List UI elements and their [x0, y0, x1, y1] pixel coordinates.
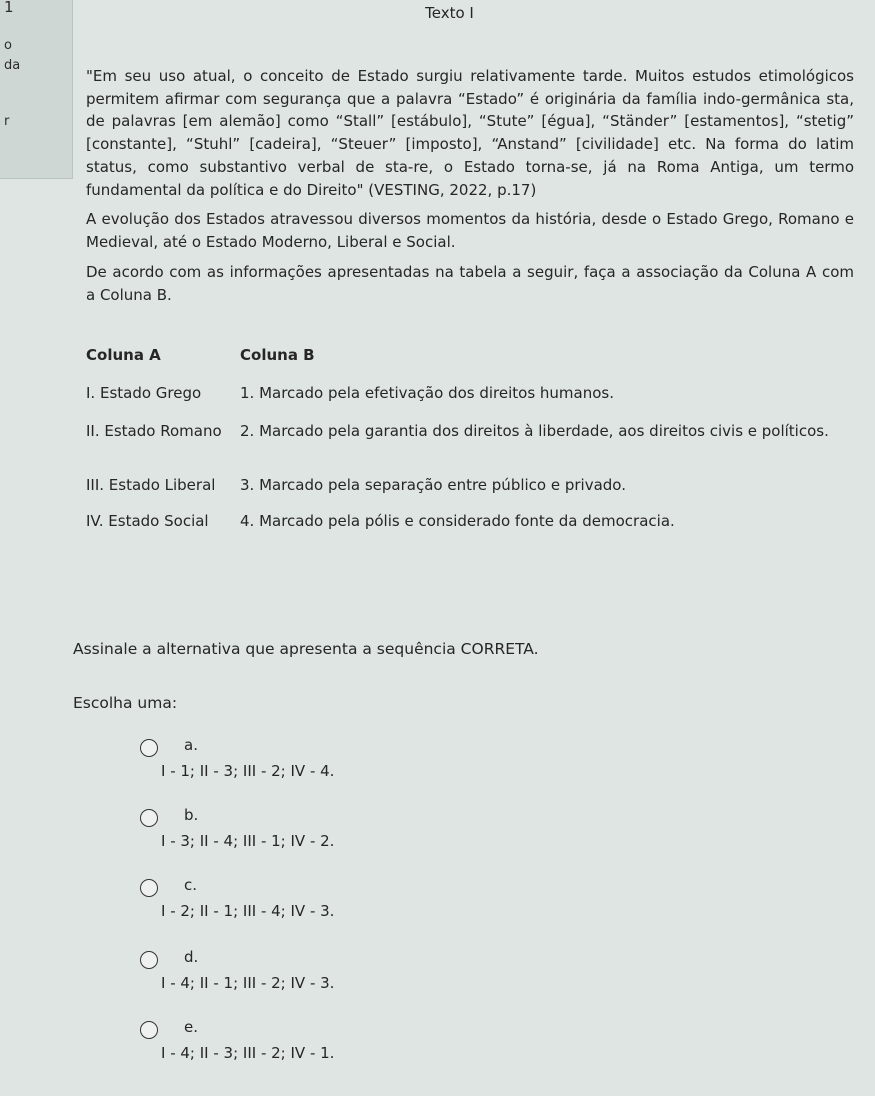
column-b-cell: 1. Marcado pela efetivação dos direitos humanos.: [240, 384, 615, 402]
option-letter: a.: [184, 736, 198, 754]
sidebar-text-3: r: [4, 114, 10, 129]
column-b-cell: 3. Marcado pela separação entre público e privado.: [240, 476, 626, 494]
column-a-header: Coluna A: [86, 346, 161, 364]
radio-button[interactable]: [140, 879, 158, 897]
option-text: I - 1; II - 3; III - 2; IV - 4.: [161, 762, 335, 780]
option-d[interactable]: [140, 948, 540, 1008]
column-a-cell: IV. Estado Social: [86, 512, 209, 530]
sidebar-number: 1: [4, 0, 14, 16]
radio-button[interactable]: [140, 739, 158, 757]
instruction-paragraph: De acordo com as informações apresentadas na tabela a seguir, faça a associação da Coluna A com a Coluna B.: [86, 263, 854, 304]
radio-button[interactable]: [140, 1021, 158, 1039]
column-a-cell: II. Estado Romano: [86, 422, 222, 440]
option-text: I - 4; II - 1; III - 2; IV - 3.: [161, 974, 335, 992]
column-a-cell: III. Estado Liberal: [86, 476, 216, 494]
question-prompt: Assinale a alternativa que apresenta a sequência CORRETA.: [73, 640, 539, 658]
citation-paragraph: "Em seu uso atual, o conceito de Estado surgiu relativamente tarde. Muitos estudos etimológicos permitem afirmar com segurança que a palavra “Estado” é originária da família indo-germânica sta, de palavras [em alemão] como “Stall” [estábulo], “Stute” [égua], “Ständer” [estamentos], “stetig” [constante], “Stuhl” [cadeira], “Steuer” [imposto], “Anstand” [civilidade] etc. Na forma do latim status, como substantivo verbal de sta-re, o Estado torna-se, já na Roma Antiga, um termo fundamental da política e do Direito" (VESTING, 2022, p.17): [86, 67, 854, 199]
sidebar-text-2: da: [4, 58, 21, 73]
option-text: I - 4; II - 3; III - 2; IV - 1.: [161, 1044, 335, 1062]
sidebar-text-1: o: [4, 38, 12, 53]
option-letter: c.: [184, 876, 198, 894]
option-letter: d.: [184, 948, 199, 966]
column-b-header: Coluna B: [240, 346, 315, 364]
radio-button[interactable]: [140, 951, 158, 969]
option-a[interactable]: [140, 736, 540, 796]
option-b[interactable]: [140, 806, 540, 866]
column-b-cell: 2. Marcado pela garantia dos direitos à liberdade, aos direitos civis e políticos.: [240, 422, 829, 440]
column-a-cell: I. Estado Grego: [86, 384, 202, 402]
context-paragraph: A evolução dos Estados atravessou diversos momentos da história, desde o Estado Grego, Romano e Medieval, até o Estado Moderno, Liberal e Social.: [86, 210, 854, 251]
left-sidebar[interactable]: [0, 0, 73, 179]
radio-button[interactable]: [140, 809, 158, 827]
option-c[interactable]: [140, 876, 540, 936]
column-b-cell: 4. Marcado pela pólis e considerado fonte da democracia.: [240, 512, 675, 530]
option-text: I - 2; II - 1; III - 4; IV - 3.: [161, 902, 335, 920]
option-e[interactable]: [140, 1018, 540, 1078]
option-text: I - 3; II - 4; III - 1; IV - 2.: [161, 832, 335, 850]
choose-label: Escolha uma:: [73, 694, 178, 712]
page-title: Texto I: [425, 4, 474, 22]
option-letter: e.: [184, 1018, 198, 1036]
option-letter: b.: [184, 806, 199, 824]
